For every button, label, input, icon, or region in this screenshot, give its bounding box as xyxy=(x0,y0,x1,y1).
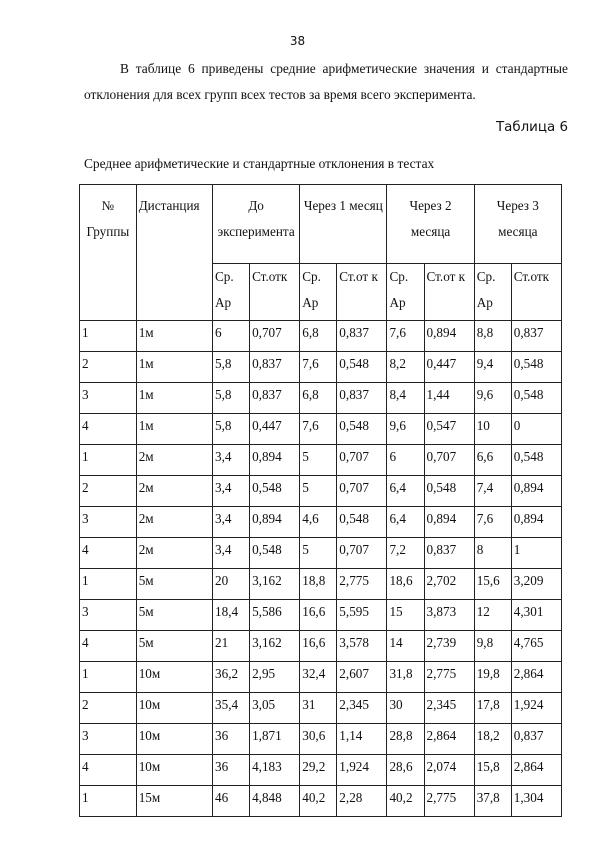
table-cell: 2,345 xyxy=(424,693,474,724)
table-cell: 1 xyxy=(511,538,561,569)
table-label: Таблица 6 xyxy=(495,120,568,135)
header-before: До эксперимента xyxy=(213,185,300,264)
table-cell: 2,345 xyxy=(337,693,387,724)
table-cell: 1 xyxy=(80,569,137,600)
table-cell: 0,548 xyxy=(424,476,474,507)
table-cell: 3,162 xyxy=(250,631,300,662)
table-cell: 6,8 xyxy=(300,383,337,414)
table-cell: 3,578 xyxy=(337,631,387,662)
table-cell: 2,775 xyxy=(424,786,474,817)
table-cell: 0,894 xyxy=(424,507,474,538)
table-cell: 1,924 xyxy=(337,755,387,786)
table-row xyxy=(80,631,562,662)
table-cell: 0,894 xyxy=(250,507,300,538)
table-cell: 3 xyxy=(80,600,137,631)
table-cell: 6,8 xyxy=(300,321,337,352)
table-cell: 20 xyxy=(213,569,250,600)
table-cell: 5 xyxy=(300,445,337,476)
table-cell: 0,707 xyxy=(250,321,300,352)
table-cell: 9,6 xyxy=(387,414,424,445)
table-row xyxy=(80,724,562,755)
table-cell: 8,8 xyxy=(474,321,511,352)
table-cell: 8 xyxy=(474,538,511,569)
table-cell: 30 xyxy=(387,693,424,724)
table-cell: 0,894 xyxy=(250,445,300,476)
table-cell: 7,6 xyxy=(474,507,511,538)
table-cell: 0,547 xyxy=(424,414,474,445)
table-cell: 2м xyxy=(136,476,212,507)
table-cell: 0,548 xyxy=(337,352,387,383)
table-cell: 2,074 xyxy=(424,755,474,786)
table-cell: 10м xyxy=(136,724,212,755)
table-cell: 3,162 xyxy=(250,569,300,600)
table-cell: 14 xyxy=(387,631,424,662)
table-cell: 36,2 xyxy=(213,662,250,693)
table-row xyxy=(80,662,562,693)
table-cell: 3 xyxy=(80,507,137,538)
results-table xyxy=(79,184,562,817)
table-cell: 2 xyxy=(80,693,137,724)
table-cell: 2м xyxy=(136,538,212,569)
table-cell: 2,95 xyxy=(250,662,300,693)
table-cell: 1м xyxy=(136,383,212,414)
table-cell: 0,548 xyxy=(511,445,561,476)
subheader-cell: Ср. Ар xyxy=(213,264,250,321)
table-cell: 15 xyxy=(387,600,424,631)
table-cell: 0,707 xyxy=(337,445,387,476)
subheader-cell: Ср. Ар xyxy=(387,264,424,321)
table-cell: 1,871 xyxy=(250,724,300,755)
table-cell: 4 xyxy=(80,538,137,569)
table-cell: 4 xyxy=(80,414,137,445)
table-cell: 1 xyxy=(80,321,137,352)
table-cell: 36 xyxy=(213,724,250,755)
table-cell: 18,8 xyxy=(300,569,337,600)
table-cell: 0,837 xyxy=(337,383,387,414)
table-cell: 0,837 xyxy=(250,352,300,383)
table-cell: 3,4 xyxy=(213,507,250,538)
table-row xyxy=(80,786,562,817)
table-cell: 2,864 xyxy=(511,755,561,786)
table-cell: 5,595 xyxy=(337,600,387,631)
table-cell: 10 xyxy=(474,414,511,445)
table-cell: 0,548 xyxy=(250,538,300,569)
table-cell: 8,2 xyxy=(387,352,424,383)
subheader-cell: Ст.от к xyxy=(424,264,474,321)
table-cell: 6,4 xyxy=(387,476,424,507)
table-cell: 16,6 xyxy=(300,600,337,631)
subheader-cell: Ср. Ар xyxy=(474,264,511,321)
table-cell: 2м xyxy=(136,445,212,476)
table-cell: 0,837 xyxy=(511,724,561,755)
table-cell: 0,548 xyxy=(337,507,387,538)
table-cell: 1м xyxy=(136,414,212,445)
table-cell: 0,548 xyxy=(337,414,387,445)
table-cell: 4,301 xyxy=(511,600,561,631)
subheader-cell: Ст.отк xyxy=(250,264,300,321)
table-cell: 2,864 xyxy=(424,724,474,755)
table-cell: 17,8 xyxy=(474,693,511,724)
table-cell: 2,775 xyxy=(337,569,387,600)
table-cell: 35,4 xyxy=(213,693,250,724)
table-cell: 2 xyxy=(80,352,137,383)
table-cell: 2,864 xyxy=(511,662,561,693)
table-cell: 5м xyxy=(136,600,212,631)
table-cell: 7,6 xyxy=(300,352,337,383)
table-cell: 0,837 xyxy=(511,321,561,352)
table-cell: 29,2 xyxy=(300,755,337,786)
table-cell: 0,548 xyxy=(250,476,300,507)
table-cell: 3 xyxy=(80,724,137,755)
header-month-1: Через 1 месяц xyxy=(300,185,387,264)
table-cell: 7,2 xyxy=(387,538,424,569)
intro-paragraph: В таблице 6 приведены средние арифметические значения и стандартные отклонения для всех групп всех тестов за время всего эксперимента. xyxy=(84,61,568,102)
table-cell: 36 xyxy=(213,755,250,786)
table-cell: 0,894 xyxy=(511,476,561,507)
table-row xyxy=(80,600,562,631)
page-number: 38 xyxy=(289,34,306,48)
table-cell: 9,6 xyxy=(474,383,511,414)
table-cell: 21 xyxy=(213,631,250,662)
table-cell: 6,4 xyxy=(387,507,424,538)
table-cell: 2,607 xyxy=(337,662,387,693)
table-cell: 15,6 xyxy=(474,569,511,600)
table-row xyxy=(80,476,562,507)
table-cell: 0,447 xyxy=(424,352,474,383)
table-cell: 15,8 xyxy=(474,755,511,786)
table-cell: 32,4 xyxy=(300,662,337,693)
table-cell: 31,8 xyxy=(387,662,424,693)
table-cell: 18,6 xyxy=(387,569,424,600)
table-cell: 5м xyxy=(136,631,212,662)
table-cell: 18,2 xyxy=(474,724,511,755)
table-cell: 12 xyxy=(474,600,511,631)
table-cell: 1 xyxy=(80,662,137,693)
table-cell: 1м xyxy=(136,321,212,352)
table-cell: 5,8 xyxy=(213,383,250,414)
table-cell: 4 xyxy=(80,755,137,786)
table-cell: 5,8 xyxy=(213,414,250,445)
table-cell: 7,6 xyxy=(300,414,337,445)
table-cell: 8,4 xyxy=(387,383,424,414)
table-cell: 10м xyxy=(136,693,212,724)
table-row xyxy=(80,538,562,569)
table-row xyxy=(80,321,562,352)
table-cell: 3,873 xyxy=(424,600,474,631)
table-cell: 2,702 xyxy=(424,569,474,600)
table-cell: 18,4 xyxy=(213,600,250,631)
table-cell: 16,6 xyxy=(300,631,337,662)
table-cell: 5,8 xyxy=(213,352,250,383)
table-row xyxy=(80,445,562,476)
table-cell: 28,6 xyxy=(387,755,424,786)
table-cell: 4,6 xyxy=(300,507,337,538)
table-cell: 3,4 xyxy=(213,476,250,507)
table-cell: 6,6 xyxy=(474,445,511,476)
table-cell: 9,8 xyxy=(474,631,511,662)
table-cell: 7,4 xyxy=(474,476,511,507)
table-cell: 0,837 xyxy=(337,321,387,352)
table-cell: 5 xyxy=(300,538,337,569)
table-cell: 4,848 xyxy=(250,786,300,817)
table-row xyxy=(80,383,562,414)
table-row xyxy=(80,569,562,600)
table-row xyxy=(80,755,562,786)
table-cell: 1,44 xyxy=(424,383,474,414)
table-cell: 0,707 xyxy=(337,538,387,569)
table-caption: Среднее арифметические и стандартные отклонения в тестах xyxy=(84,156,435,171)
subheader-cell: Ст.отк xyxy=(511,264,561,321)
table-cell: 1,924 xyxy=(511,693,561,724)
table-cell: 1м xyxy=(136,352,212,383)
table-cell: 0,707 xyxy=(337,476,387,507)
table-cell: 4,765 xyxy=(511,631,561,662)
table-cell: 5м xyxy=(136,569,212,600)
table-cell: 4,183 xyxy=(250,755,300,786)
table-cell: 6 xyxy=(213,321,250,352)
table-cell: 0,548 xyxy=(511,352,561,383)
table-cell: 46 xyxy=(213,786,250,817)
table-row xyxy=(80,507,562,538)
table-cell: 2м xyxy=(136,507,212,538)
table-cell: 1,304 xyxy=(511,786,561,817)
table-cell: 9,4 xyxy=(474,352,511,383)
table-cell: 0,894 xyxy=(511,507,561,538)
table-cell: 19,8 xyxy=(474,662,511,693)
header-month-3: Через 3 месяца xyxy=(474,185,561,264)
table-cell: 40,2 xyxy=(300,786,337,817)
table-cell: 10м xyxy=(136,755,212,786)
table-cell: 2,739 xyxy=(424,631,474,662)
table-cell: 28,8 xyxy=(387,724,424,755)
table-cell: 5 xyxy=(300,476,337,507)
subheader-cell: Ст.от к xyxy=(337,264,387,321)
table-cell: 0,837 xyxy=(424,538,474,569)
table-cell: 4 xyxy=(80,631,137,662)
table-cell: 3,209 xyxy=(511,569,561,600)
table-cell: 3 xyxy=(80,383,137,414)
table-cell: 0,837 xyxy=(250,383,300,414)
table-cell: 0 xyxy=(511,414,561,445)
table-cell: 0,707 xyxy=(424,445,474,476)
table-cell: 15м xyxy=(136,786,212,817)
header-distance: Дистанция xyxy=(136,185,212,321)
table-cell: 3,4 xyxy=(213,538,250,569)
header-group: № Группы xyxy=(80,185,137,321)
table-cell: 7,6 xyxy=(387,321,424,352)
table-row xyxy=(80,693,562,724)
table-cell: 2,28 xyxy=(337,786,387,817)
subheader-cell: Ср. Ар xyxy=(300,264,337,321)
table-cell: 0,894 xyxy=(424,321,474,352)
table-cell: 2,775 xyxy=(424,662,474,693)
table-row xyxy=(80,352,562,383)
table-cell: 37,8 xyxy=(474,786,511,817)
table-row xyxy=(80,414,562,445)
table-cell: 1,14 xyxy=(337,724,387,755)
table-cell: 40,2 xyxy=(387,786,424,817)
table-cell: 3,05 xyxy=(250,693,300,724)
table-cell: 30,6 xyxy=(300,724,337,755)
table-cell: 10м xyxy=(136,662,212,693)
table-cell: 5,586 xyxy=(250,600,300,631)
table-cell: 6 xyxy=(387,445,424,476)
table-cell: 3,4 xyxy=(213,445,250,476)
header-month-2: Через 2 месяца xyxy=(387,185,474,264)
table-cell: 1 xyxy=(80,786,137,817)
table-body xyxy=(80,321,562,817)
table-cell: 31 xyxy=(300,693,337,724)
table-cell: 1 xyxy=(80,445,137,476)
table-cell: 0,548 xyxy=(511,383,561,414)
table-cell: 2 xyxy=(80,476,137,507)
table-cell: 0,447 xyxy=(250,414,300,445)
